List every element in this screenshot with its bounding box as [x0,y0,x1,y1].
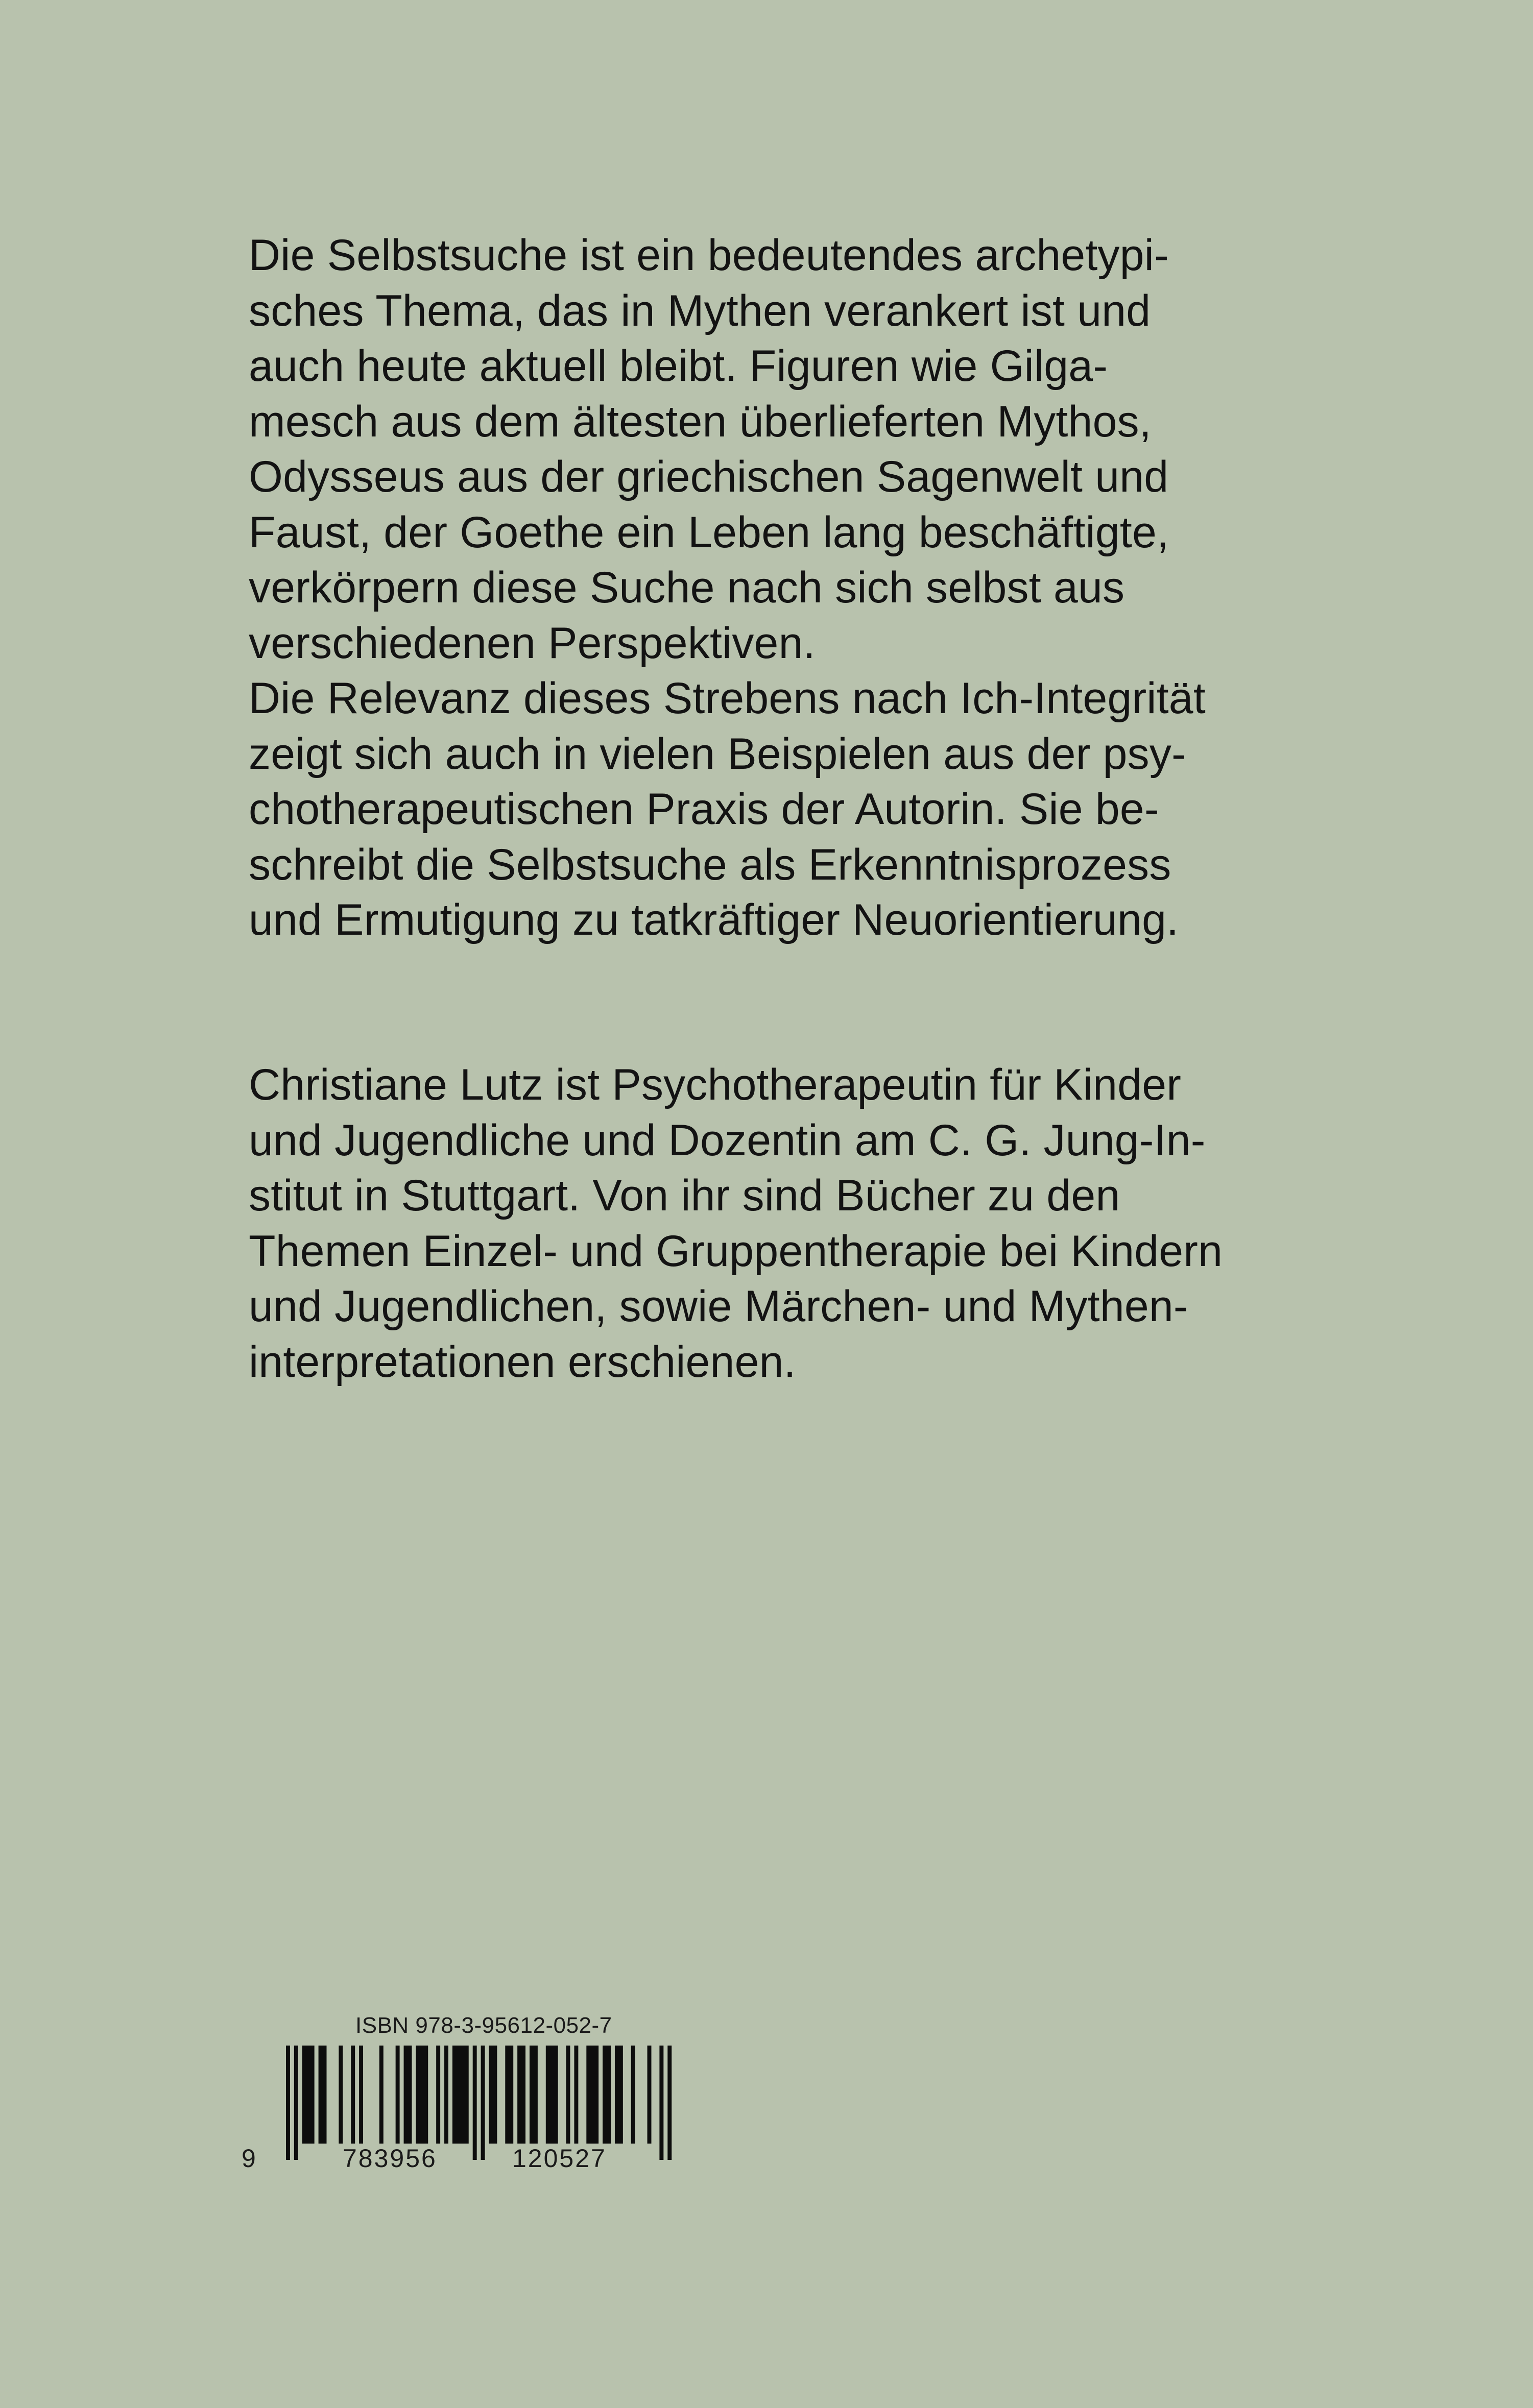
barcode-bar [586,2046,598,2144]
barcode-bar [517,2046,525,2144]
author-bio-line: stitut in Stuttgart. Von ihr sind Bücher zu den [249,1171,1120,1220]
blurb-line: Die Relevanz dieses Strebens nach Ich-Integrität [249,674,1206,723]
barcode-bar [416,2046,428,2144]
blurb-line: verkörpern diese Suche nach sich selbst aus [249,563,1125,612]
barcode-bar [339,2046,343,2144]
barcode-right-digits: 120527 [512,2144,607,2173]
barcode-guard-bar [286,2046,290,2160]
barcode-bar [444,2046,448,2144]
barcode-bar [452,2046,469,2144]
blurb-line: sches Thema, das in Mythen verankert ist und [249,286,1151,335]
barcode-bar [319,2046,327,2144]
author-bio-line: Themen Einzel- und Gruppentherapie bei Kindern [249,1226,1223,1276]
barcode-bar [505,2046,513,2144]
barcode-bar [379,2046,384,2144]
blurb-line: und Ermutigung zu tatkräftiger Neuorientierung. [249,895,1179,944]
barcode-bar [404,2046,412,2144]
barcode-bar [574,2046,578,2144]
barcode-bar [489,2046,497,2144]
barcode-guard-bar [294,2046,298,2160]
barcode-bar [530,2046,538,2144]
blurb-line: auch heute aktuell bleibt. Figuren wie Gilga- [249,342,1108,391]
blurb-line: Faust, der Goethe ein Leben lang beschäftigte, [249,507,1169,557]
blurb-line: verschiedenen Perspektiven. [249,618,816,668]
blurb-line: Die Selbstsuche ist ein bedeutendes archetypi- [249,231,1169,280]
barcode-bar [359,2046,363,2144]
barcode-first-digit: 9 [242,2144,256,2173]
author-bio-text [249,1057,1342,1390]
barcode-guard-bar [667,2046,672,2160]
author-bio-line: und Jugendlichen, sowie Märchen- und Mythen- [249,1282,1188,1331]
barcode-bar [615,2046,623,2144]
blurb-line: zeigt sich auch in vielen Beispielen aus der psy- [249,729,1186,779]
blurb-line: schreibt die Selbstsuche als Erkenntnisprozess [249,840,1171,889]
barcode [236,2041,696,2205]
isbn-label: ISBN 978-3-95612-052-7 [355,2013,612,2038]
barcode-bar [396,2046,400,2144]
barcode-bars [286,2046,672,2160]
barcode-bar [351,2046,355,2144]
blurb-text [249,228,1342,948]
barcode-bar [603,2046,611,2144]
author-bio-line: interpretationen erschienen. [249,1337,796,1387]
author-bio-line: Christiane Lutz ist Psychotherapeutin für Kinder [249,1060,1182,1109]
blurb-line: Odysseus aus der griechischen Sagenwelt und [249,452,1169,501]
barcode-guard-bar [481,2046,485,2160]
barcode-bar [631,2046,635,2144]
barcode-bar [648,2046,652,2144]
barcode-bar [566,2046,570,2144]
blurb-line: chotherapeutischen Praxis der Autorin. Sie be- [249,785,1159,834]
barcode-guard-bar [473,2046,477,2160]
barcode-bar [436,2046,440,2144]
barcode-bar [302,2046,315,2144]
blurb-line: mesch aus dem ältesten überlieferten Mythos, [249,397,1152,446]
barcode-guard-bar [659,2046,663,2160]
barcode-bar [546,2046,558,2144]
author-bio-line: und Jugendliche und Dozentin am C. G. Jung-In- [249,1115,1206,1165]
barcode-left-digits: 783956 [343,2144,437,2173]
